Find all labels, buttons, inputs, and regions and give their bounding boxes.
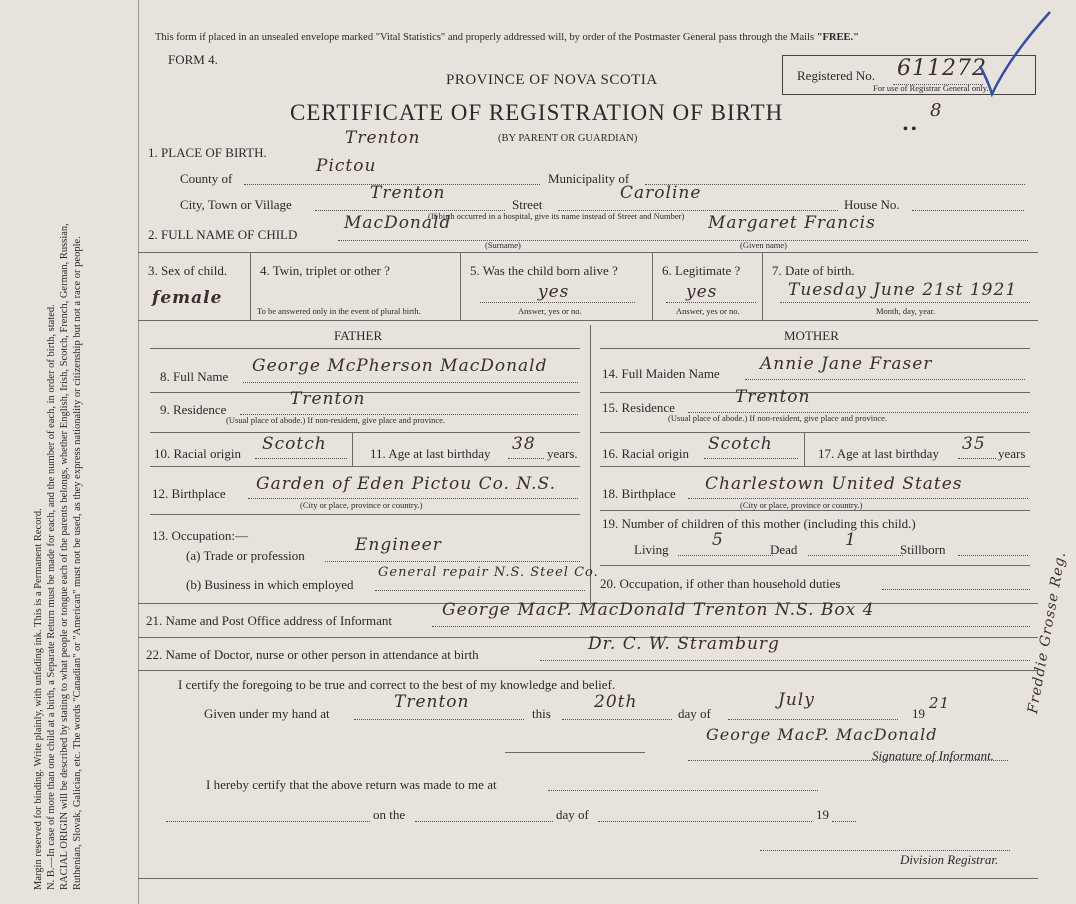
legitimate-label: 6. Legitimate ? xyxy=(662,263,741,278)
certificate-title: CERTIFICATE OF REGISTRATION OF BIRTH xyxy=(290,100,784,125)
father-age-label: 11. Age at last birthday xyxy=(370,446,491,461)
mother-abode-note: (Usual place of abode.) If non-resident, give place and province. xyxy=(668,413,888,423)
alive-caption: Answer, yes or no. xyxy=(518,306,582,316)
father-birthplace-value: Garden of Eden Pictou Co. N.S. xyxy=(256,474,556,494)
year-suffix: 21 xyxy=(929,694,951,712)
month-value: July xyxy=(778,690,815,710)
registered-number: 611272 xyxy=(897,56,987,81)
dob-caption: Month, day, year. xyxy=(876,306,936,316)
sex-value: female xyxy=(152,288,223,308)
mother-name-value: Annie Jane Fraser xyxy=(760,354,933,374)
mother-years: years xyxy=(998,446,1026,461)
house-label: House No. xyxy=(844,197,900,212)
given-caption: (Given name) xyxy=(740,240,787,250)
binding-margin xyxy=(0,0,139,904)
mother-birthplace-value: Charlestown United States xyxy=(705,474,963,494)
father-name-value: George McPherson MacDonald xyxy=(252,356,548,376)
informant-label: 21. Name and Post Office address of Informant xyxy=(146,613,392,628)
signature-caption: Signature of Informant. xyxy=(872,748,994,763)
father-abode-note: (Usual place of abode.) If non-resident, give place and province. xyxy=(226,415,446,425)
corner-mark: 8 xyxy=(930,100,943,121)
living-label: Living xyxy=(634,542,669,557)
street-value: Caroline xyxy=(620,183,702,203)
province-heading: PROVINCE OF NOVA SCOTIA xyxy=(446,72,658,88)
mail-notice xyxy=(155,32,859,43)
stillborn-label: Stillborn xyxy=(900,542,946,557)
father-racial-value: Scotch xyxy=(262,434,327,454)
on-the-label: on the xyxy=(373,807,406,822)
place-of-birth-label: 1. PLACE OF BIRTH. xyxy=(148,145,267,160)
mother-age-label: 17. Age at last birthday xyxy=(818,446,939,461)
father-age-value: 38 xyxy=(512,434,536,454)
mother-birthplace-label: 18. Birthplace xyxy=(602,486,676,501)
city-label: City, Town or Village xyxy=(180,197,292,212)
father-name-label: 8. Full Name xyxy=(160,369,229,384)
father-city-note: (City or place, province or country.) xyxy=(300,500,423,510)
side-registrar-note: Freddie Grosse Reg. xyxy=(1025,550,1070,715)
father-residence-value: Trenton xyxy=(290,389,366,409)
given-under-label: Given under my hand at xyxy=(204,706,330,721)
sex-label: 3. Sex of child. xyxy=(148,263,228,278)
child-surname: MacDonald xyxy=(344,213,452,233)
alive-value: yes xyxy=(538,282,570,302)
registrar-day-of-label: day of xyxy=(556,807,589,822)
living-value: 5 xyxy=(712,530,724,550)
father-years: years. xyxy=(547,446,578,461)
margin-note-4: Ruthenian, Slovak, Galician, etc. The words "Canadian" or "American" must not be used, as they express nationality or citizenship but not a race or people. xyxy=(72,236,83,890)
informant-value: George MacP. MacDonald Trenton N.S. Box 4 xyxy=(442,600,875,620)
informant-signature: George MacP. MacDonald xyxy=(706,725,938,744)
registered-label: Registered No. xyxy=(797,68,875,83)
street-label: Street xyxy=(512,197,543,212)
doctor-label: 22. Name of Doctor, nurse or other person in attendance at birth xyxy=(146,647,479,662)
margin-note-2: N. B.—In case of more than one child at a birth, a Separate Return must be made for each, and the number of each, in order of birth, stated. xyxy=(46,304,57,890)
this-label: this xyxy=(532,706,551,721)
margin-note-1: Margin reserved for binding. Write plainly, with unfading ink. This is a Permanent Record. xyxy=(33,508,44,890)
given-place-value: Trenton xyxy=(394,692,470,712)
father-occupation-label: 13. Occupation:— xyxy=(152,528,249,543)
day-value: 20th xyxy=(594,692,638,712)
legitimate-caption: Answer, yes or no. xyxy=(676,306,740,316)
mother-age-value: 35 xyxy=(962,434,986,454)
business-label: (b) Business in which employed xyxy=(186,577,354,592)
twin-note: To be answered only in the event of plural birth. xyxy=(257,306,421,316)
doctor-value: Dr. C. W. Stramburg xyxy=(588,634,780,654)
mother-racial-label: 16. Racial origin xyxy=(602,446,690,461)
certificate-subtitle: (BY PARENT OR GUARDIAN) xyxy=(498,133,638,144)
mother-name-label: 14. Full Maiden Name xyxy=(602,366,720,381)
trade-value: Engineer xyxy=(355,535,442,555)
ink-dots: • • xyxy=(903,122,917,137)
county-label: County of xyxy=(180,171,233,186)
children-label: 19. Number of children of this mother (including this child.) xyxy=(602,516,916,531)
mother-occupation-label: 20. Occupation, if other than household duties xyxy=(600,576,841,591)
dob-label: 7. Date of birth. xyxy=(772,263,855,278)
check-mark-icon xyxy=(970,6,1060,101)
mother-residence-label: 15. Residence xyxy=(602,400,675,415)
division-registrar-caption: Division Registrar. xyxy=(900,852,999,867)
father-residence-label: 9. Residence xyxy=(160,402,227,417)
city-value: Trenton xyxy=(370,183,446,203)
child-name-label: 2. FULL NAME OF CHILD xyxy=(148,227,298,242)
margin-notes xyxy=(32,10,84,890)
business-value: General repair N.S. Steel Co. xyxy=(378,565,599,580)
hospital-note: (If birth occurred in a hospital, give its name instead of Street and Number) xyxy=(428,211,685,221)
certify-statement: I certify the foregoing to be true and correct to the best of my knowledge and belief. xyxy=(178,677,616,692)
free-mark: "FREE." xyxy=(816,32,859,43)
registrar-note: For use of Registrar General only. xyxy=(873,83,989,93)
dob-value: Tuesday June 21st 1921 xyxy=(788,280,1018,300)
year-prefix: 19 xyxy=(912,706,925,721)
dead-label: Dead xyxy=(770,542,798,557)
alive-label: 5. Was the child born alive ? xyxy=(470,263,618,278)
father-birthplace-label: 12. Birthplace xyxy=(152,486,226,501)
father-heading: FATHER xyxy=(334,328,383,343)
registrar-certify-label: I hereby certify that the above return was made to me at xyxy=(206,777,497,792)
place-of-birth-value: Trenton xyxy=(345,128,421,148)
margin-note-3: RACIAL ORIGIN will be described by stating to what people or tongue each of the parents belongs, whether English, Irish, Scotch, French, German, Russian, xyxy=(59,223,70,890)
municipality-label: Municipality of xyxy=(548,171,630,186)
registrar-year-prefix: 19 xyxy=(816,807,829,822)
mother-racial-value: Scotch xyxy=(708,434,773,454)
mail-notice-text: This form if placed in an unsealed envelope marked "Vital Statistics" and properly addressed will, by order of the Postmaster General pass through the Mails xyxy=(155,32,815,43)
child-given-name: Margaret Francis xyxy=(708,213,876,233)
trade-label: (a) Trade or profession xyxy=(186,548,305,563)
father-racial-label: 10. Racial origin xyxy=(154,446,242,461)
dead-value: 1 xyxy=(845,530,857,550)
twin-label: 4. Twin, triplet or other ? xyxy=(260,263,390,278)
mother-residence-value: Trenton xyxy=(735,387,811,407)
day-of-label: day of xyxy=(678,706,711,721)
mother-heading: MOTHER xyxy=(784,328,839,343)
surname-caption: (Surname) xyxy=(485,240,521,250)
legitimate-value: yes xyxy=(686,282,718,302)
form-number: FORM 4. xyxy=(168,52,218,67)
county-value: Pictou xyxy=(316,156,377,176)
mother-city-note: (City or place, province or country.) xyxy=(740,500,863,510)
